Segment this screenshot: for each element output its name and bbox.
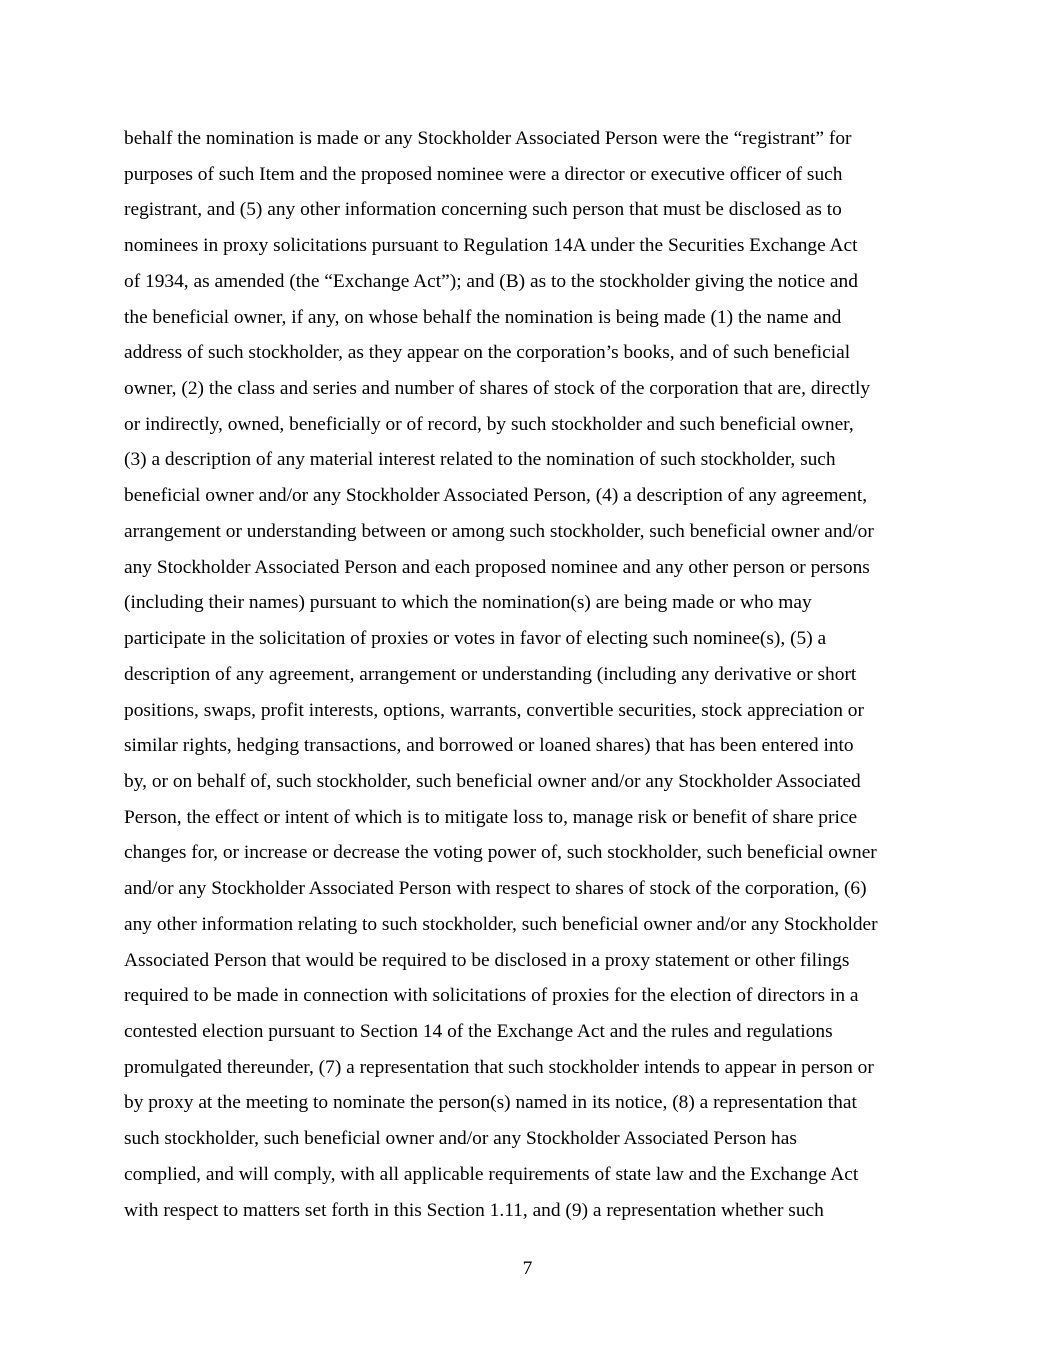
text-line: contested election pursuant to Section 14 of the Exchange Act and the rules and regulations [124,1020,833,1042]
text-line: the beneficial owner, if any, on whose behalf the nomination is being made (1) the name and [124,306,842,328]
text-line: similar rights, hedging transactions, and borrowed or loaned shares) that has been entered into [124,735,854,757]
body-paragraph [124,121,944,1228]
text-line: (including their names) pursuant to which the nomination(s) are being made or who may [124,592,812,614]
text-line: Person, the effect or intent of which is to mitigate loss to, manage risk or benefit of share price [124,806,858,828]
text-line: arrangement or understanding between or among such stockholder, such beneficial owner and/or [124,520,874,542]
text-line: of 1934, as amended (the “Exchange Act”); and (B) as to the stockholder giving the notice and [124,270,858,292]
text-line: any other information relating to such stockholder, such beneficial owner and/or any Stockholder [124,913,878,935]
text-line: Associated Person that would be required to be disclosed in a proxy statement or other filings [124,949,850,971]
text-line: and/or any Stockholder Associated Person with respect to shares of stock of the corporation, (6) [124,878,867,900]
text-line: description of any agreement, arrangement or understanding (including any derivative or short [124,663,857,685]
text-line: behalf the nomination is made or any Stockholder Associated Person were the “registrant” for [124,128,852,149]
text-line: required to be made in connection with solicitations of proxies for the election of directors in a [124,985,859,1007]
text-line: complied, and will comply, with all applicable requirements of state law and the Exchange Act [124,1163,859,1185]
text-line: positions, swaps, profit interests, options, warrants, convertible securities, stock appreciation or [124,699,864,721]
text-line: by, or on behalf of, such stockholder, such beneficial owner and/or any Stockholder Associated [124,770,861,792]
text-line: or indirectly, owned, beneficially or of record, by such stockholder and such beneficial owner, [124,413,854,435]
text-line: nominees in proxy solicitations pursuant to Regulation 14A under the Securities Exchange Act [124,235,858,257]
text-line: promulgated thereunder, (7) a representation that such stockholder intends to appear in person or [124,1056,874,1078]
text-line: address of such stockholder, as they appear on the corporation’s books, and of such beneficial [124,342,851,364]
text-line: purposes of such Item and the proposed nominee were a director or executive officer of such [124,163,843,185]
text-line: by proxy at the meeting to nominate the person(s) named in its notice, (8) a representation that [124,1092,857,1114]
text-line: owner, (2) the class and series and number of shares of stock of the corporation that are, directly [124,378,871,400]
text-line: registrant, and (5) any other information concerning such person that must be disclosed as to [124,199,842,221]
text-line: such stockholder, such beneficial owner and/or any Stockholder Associated Person has [124,1128,797,1150]
text-line: participate in the solicitation of proxies or votes in favor of electing such nominee(s), (5) a [124,628,827,650]
text-line: any Stockholder Associated Person and each proposed nominee and any other person or persons [124,556,870,578]
page-number: 7 [522,1258,533,1279]
text-line: with respect to matters set forth in this Section 1.11, and (9) a representation whether such [124,1199,824,1221]
text-line: (3) a description of any material interest related to the nomination of such stockholder, such [124,449,836,471]
text-line: beneficial owner and/or any Stockholder Associated Person, (4) a description of any agreement, [124,485,868,507]
text-line: changes for, or increase or decrease the voting power of, such stockholder, such beneficial owner [124,842,877,864]
